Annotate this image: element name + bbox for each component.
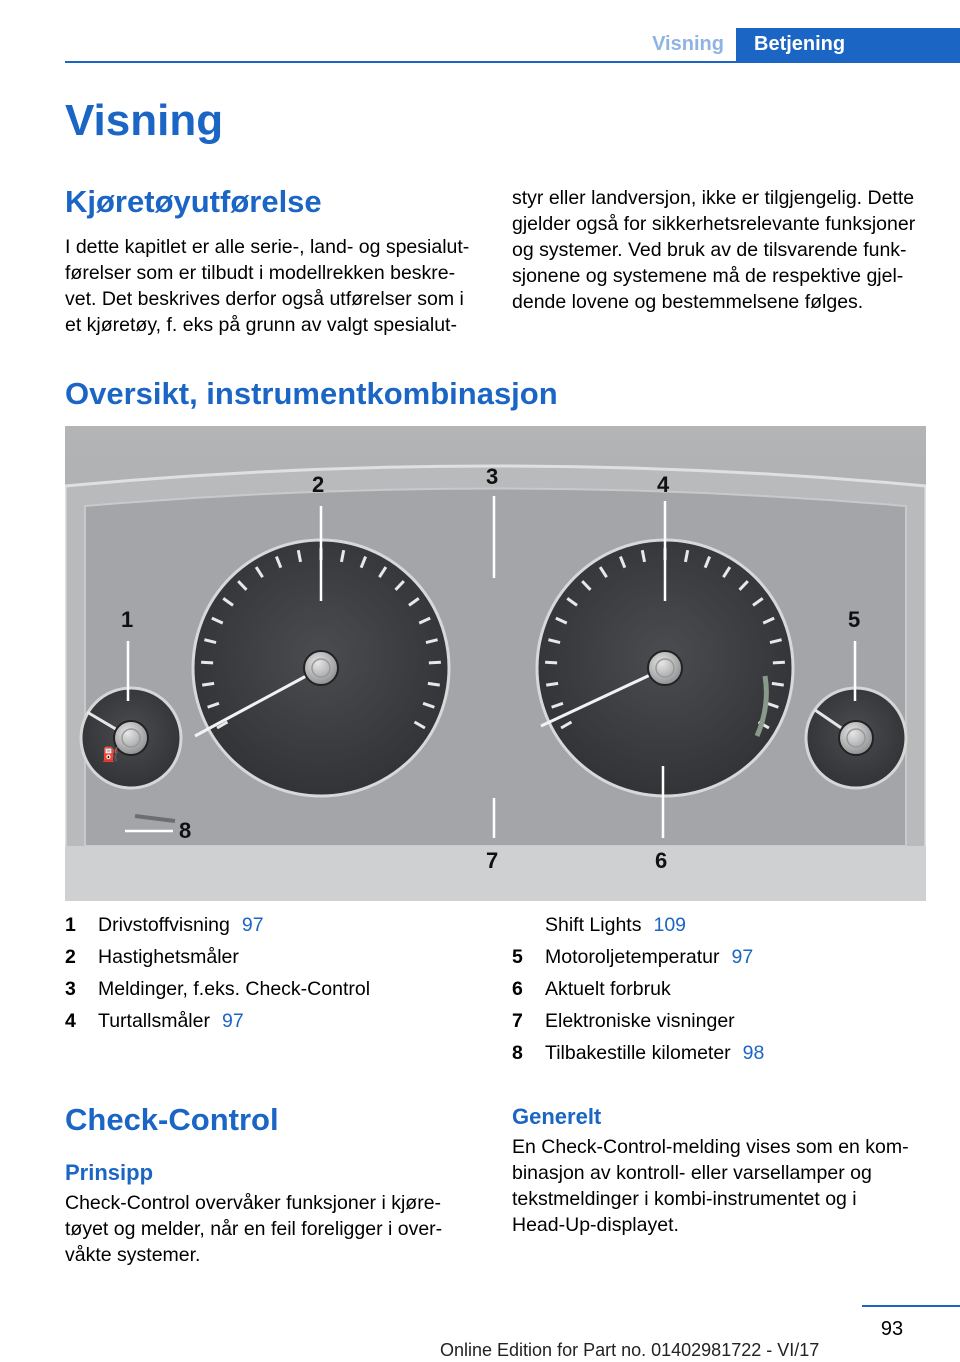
page-ref-link[interactable]: 98 [742, 1042, 765, 1064]
text-line: Check-Control overvåker funksjoner i kjøre- [65, 1192, 442, 1214]
legend-number: 4 [65, 1010, 76, 1032]
section-heading-oversikt: Oversikt, instrumentkombinasjon [65, 376, 558, 411]
legend-item [512, 909, 942, 941]
page-ref-link[interactable]: 97 [731, 946, 754, 968]
subheading-generelt: Generelt [512, 1104, 602, 1129]
gauge-tick [428, 683, 440, 685]
section3-left-text [65, 1190, 485, 1268]
legend-item [65, 973, 485, 1005]
callout-4: 4 [657, 472, 670, 497]
header-tab-visning[interactable]: Visning [652, 33, 724, 55]
section1-left-text [65, 234, 485, 338]
page-number: 93 [880, 1318, 904, 1340]
legend-item [512, 941, 942, 973]
section-heading-check-control: Check-Control [65, 1102, 279, 1137]
legend-label: Drivstoffvisning [98, 914, 230, 936]
gauge-tick [773, 662, 785, 663]
legend-label: Shift Lights [545, 914, 642, 936]
edition-note: Online Edition for Part no. 01402981722 - VI/17 [440, 1340, 820, 1360]
text-line: et kjøretøy, f. eks på grunn av valgt spesialut- [65, 314, 457, 336]
gauge-tick [429, 662, 441, 663]
legend-label: Meldinger, f.eks. Check-Control [98, 978, 371, 1000]
callout-7: 7 [486, 848, 499, 873]
text-line: vet. Det beskrives derfor også utførelser som i [65, 288, 464, 310]
gauge-tick [546, 683, 558, 685]
legend-item [512, 1005, 942, 1037]
legend-number: 2 [65, 946, 76, 968]
gauge-tick [202, 683, 214, 685]
section-heading-kjoretoyutforelse: Kjøretøyutførelse [65, 184, 322, 219]
text-line: styr eller landversjon, ikke er tilgjengelig. Dette [512, 187, 915, 209]
callout-1: 1 [121, 607, 134, 632]
text-line: dende lovene og bestemmelsene følges. [512, 291, 864, 313]
instrument-cluster-illustration [65, 426, 926, 901]
page-ref-link[interactable]: 97 [221, 1010, 244, 1032]
section1-right-text [512, 185, 942, 315]
text-line: og systemer. Ved bruk av de tilsvarende funk- [512, 239, 907, 261]
legend-number: 6 [512, 978, 523, 1000]
callout-5: 5 [848, 607, 861, 632]
callout-2: 2 [312, 472, 325, 497]
callout-3: 3 [486, 464, 499, 489]
legend-right [512, 909, 942, 1069]
gauge-tick [772, 683, 784, 685]
legend-item [512, 973, 942, 1005]
legend-item [65, 909, 485, 941]
legend-left [65, 909, 485, 1037]
legend-number: 5 [512, 946, 523, 968]
text-line: førelser som er tilbudt i modellrekken beskre- [65, 262, 456, 284]
text-line: I dette kapitlet er alle serie-, land- og spesialut- [65, 236, 470, 258]
legend-label: Hastighetsmåler [98, 946, 239, 968]
legend-item [65, 1005, 485, 1037]
legend-label: Motoroljetemperatur [545, 946, 720, 968]
page-ref-link[interactable]: 97 [241, 914, 264, 936]
text-line: En Check-Control-melding vises som en kom- [512, 1136, 909, 1158]
subheading-prinsipp: Prinsipp [65, 1160, 154, 1185]
header-rule [65, 61, 960, 63]
text-line: sjonene og systemene må de respektive gjel- [512, 265, 904, 287]
legend-number: 7 [512, 1010, 523, 1032]
gauge-tick [545, 662, 557, 663]
instrument-cluster-figure [65, 426, 926, 901]
legend-label: Turtallsmåler [98, 1010, 210, 1032]
page-title: Visning [65, 96, 224, 145]
legend-label: Aktuelt forbruk [545, 978, 671, 1000]
legend-number: 1 [65, 914, 76, 936]
legend-number: 8 [512, 1042, 523, 1064]
callout-6: 6 [655, 848, 668, 873]
text-line: tøyet og melder, når en feil foreligger i over- [65, 1218, 443, 1240]
footer-rule [862, 1305, 960, 1307]
text-line: våkte systemer. [65, 1244, 201, 1266]
legend-label: Tilbakestille kilometer [545, 1042, 731, 1064]
svg-text:⛽: ⛽ [102, 747, 120, 763]
page-ref-link[interactable]: 109 [653, 914, 687, 936]
text-line: binasjon av kontroll- eller varsellamper og [512, 1162, 872, 1184]
header-tab-betjening[interactable]: Betjening [736, 28, 960, 61]
section3-right-text [512, 1134, 942, 1238]
text-line: tekstmeldinger i kombi-instrumentet og i [512, 1188, 857, 1210]
legend-label: Elektroniske visninger [545, 1010, 735, 1032]
text-line: gjelder også for sikkerhetsrelevante funksjoner [512, 213, 916, 235]
callout-8: 8 [179, 818, 192, 843]
legend-item [512, 1037, 942, 1069]
legend-item [65, 941, 485, 973]
text-line: Head-Up-displayet. [512, 1214, 679, 1236]
legend-number: 3 [65, 978, 76, 1000]
gauge-tick [201, 662, 213, 663]
